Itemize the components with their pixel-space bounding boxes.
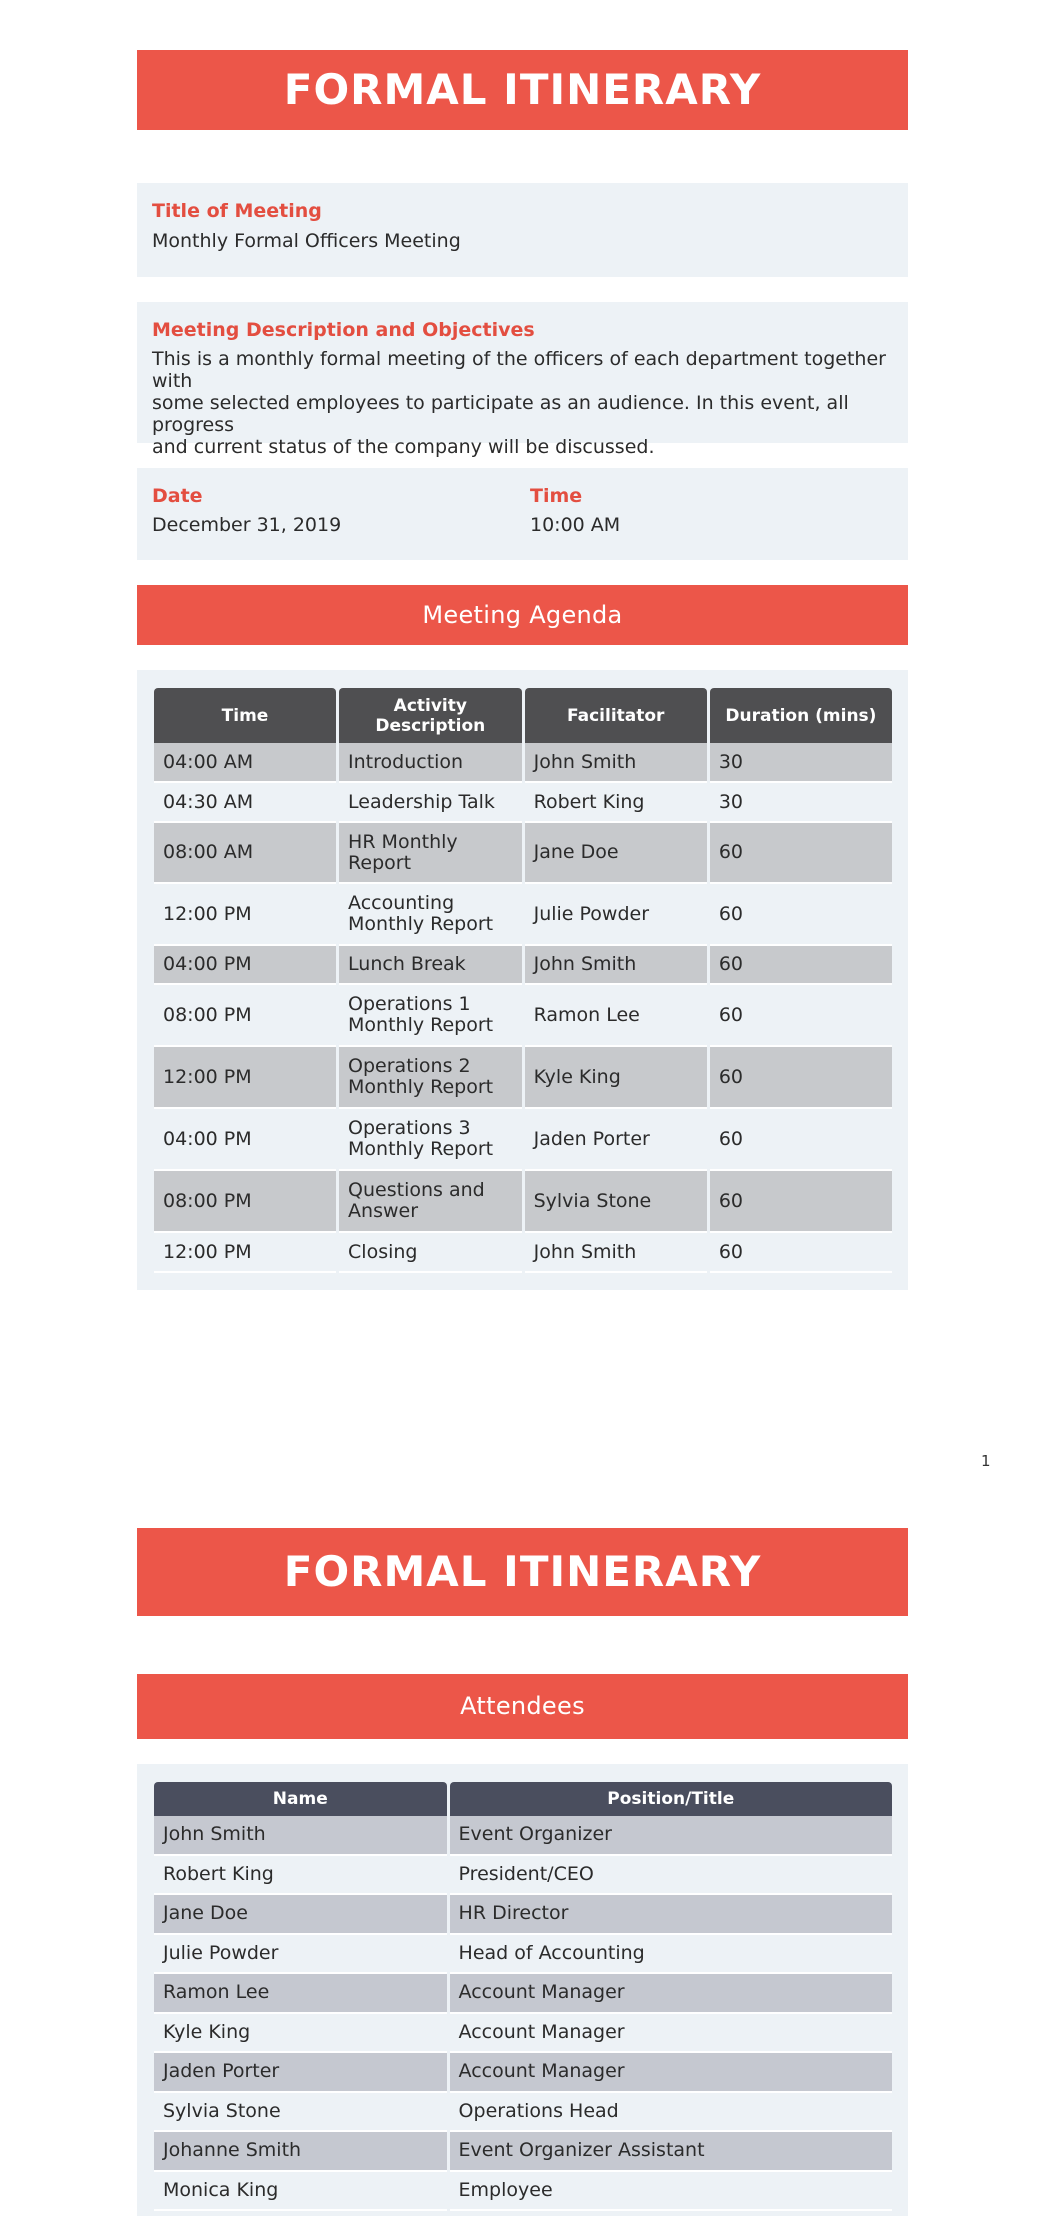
- agenda-cell-duration: 60: [710, 946, 892, 985]
- agenda-row: [154, 884, 892, 946]
- page-title: FORMAL ITINERARY: [137, 50, 908, 130]
- attendee-name: Ramon Lee: [154, 1974, 447, 2014]
- attendee-position: Account Manager: [450, 2053, 892, 2093]
- description-text: [152, 348, 902, 458]
- attendee-name: Johanne Smith: [154, 2132, 447, 2172]
- agenda-row: [154, 743, 892, 783]
- agenda-cell-time: 04:00 AM: [154, 743, 336, 783]
- attendee-position: Employee: [450, 2172, 892, 2212]
- date-value: December 31, 2019: [152, 514, 342, 536]
- attendee-name: John Smith: [154, 1816, 447, 1856]
- agenda-heading: Meeting Agenda: [137, 585, 908, 645]
- agenda-row: [154, 1109, 892, 1171]
- agenda-cell-activity: Introduction: [339, 743, 522, 783]
- page-title: FORMAL ITINERARY: [137, 1528, 908, 1616]
- meeting-title-section: [137, 183, 908, 277]
- agenda-cell-time: 04:00 PM: [154, 1109, 336, 1171]
- agenda-cell-activity: Accounting Monthly Report: [339, 884, 522, 946]
- agenda-header-activity: [339, 688, 522, 743]
- attendee-row: [154, 2132, 892, 2172]
- agenda-cell-facilitator: Jane Doe: [525, 823, 707, 884]
- agenda-row: [154, 1047, 892, 1109]
- attendee-position: Head of Accounting: [450, 1935, 892, 1975]
- attendee-row: [154, 2093, 892, 2133]
- date-label: Date: [152, 485, 203, 507]
- agenda-cell-facilitator: Sylvia Stone: [525, 1171, 707, 1233]
- agenda-cell-duration: 60: [710, 1233, 892, 1273]
- attendee-row: [154, 1935, 892, 1975]
- agenda-cell-facilitator: Kyle King: [525, 1047, 707, 1109]
- date-time-section: [137, 468, 908, 560]
- attendee-name: Monica King: [154, 2172, 447, 2212]
- attendee-row: [154, 2053, 892, 2093]
- agenda-cell-duration: 30: [710, 783, 892, 823]
- attendee-row: [154, 1816, 892, 1856]
- attendee-name: Sylvia Stone: [154, 2093, 447, 2133]
- agenda-cell-time: 04:00 PM: [154, 946, 336, 985]
- agenda-cell-duration: 60: [710, 1047, 892, 1109]
- description-line: This is a monthly formal meeting of the officers of each department together with: [152, 348, 886, 392]
- agenda-cell-facilitator: Ramon Lee: [525, 985, 707, 1047]
- attendee-row: [154, 1856, 892, 1896]
- meeting-title-label: Title of Meeting: [152, 200, 322, 222]
- meeting-description-section: [137, 302, 908, 458]
- attendees-heading: Attendees: [137, 1674, 908, 1739]
- attendee-position: HR Director: [450, 1895, 892, 1935]
- agenda-cell-facilitator: Jaden Porter: [525, 1109, 707, 1171]
- agenda-cell-time: 12:00 PM: [154, 1233, 336, 1273]
- time-value: 10:00 AM: [530, 514, 621, 536]
- agenda-cell-activity: Questions and Answer: [339, 1171, 522, 1233]
- agenda-cell-activity: Operations 2 Monthly Report: [339, 1047, 522, 1109]
- agenda-cell-duration: 60: [710, 823, 892, 884]
- agenda-cell-time: 12:00 PM: [154, 1047, 336, 1109]
- agenda-cell-activity: Operations 1 Monthly Report: [339, 985, 522, 1047]
- agenda-cell-duration: 60: [710, 985, 892, 1047]
- agenda-header-activity-word: Activity: [393, 695, 467, 716]
- agenda-row: [154, 823, 892, 884]
- agenda-cell-activity: Operations 3 Monthly Report: [339, 1109, 522, 1171]
- attendee-row: [154, 1895, 892, 1935]
- attendee-name: Robert King: [154, 1856, 447, 1896]
- agenda-cell-facilitator: John Smith: [525, 743, 707, 783]
- agenda-cell-facilitator: John Smith: [525, 946, 707, 985]
- attendee-name: Jaden Porter: [154, 2053, 447, 2093]
- agenda-row: [154, 1233, 892, 1273]
- attendee-position: Event Organizer Assistant: [450, 2132, 892, 2172]
- attendee-position: President/CEO: [450, 1856, 892, 1896]
- agenda-row: [154, 946, 892, 985]
- agenda-cell-duration: 60: [710, 1171, 892, 1233]
- agenda-cell-activity: Leadership Talk: [339, 783, 522, 823]
- attendee-position: Event Organizer: [450, 1816, 892, 1856]
- agenda-cell-activity: HR Monthly Report: [339, 823, 522, 884]
- agenda-header-activity-word: Description: [375, 715, 486, 736]
- description-label: Meeting Description and Objectives: [152, 319, 535, 341]
- attendee-position: Operations Head: [450, 2093, 892, 2133]
- agenda-cell-time: 04:30 AM: [154, 783, 336, 823]
- agenda-cell-time: 08:00 AM: [154, 823, 336, 884]
- agenda-cell-time: 08:00 PM: [154, 985, 336, 1047]
- agenda-cell-time: 08:00 PM: [154, 1171, 336, 1233]
- attendee-row: [154, 1974, 892, 2014]
- attendee-row: [154, 2172, 892, 2212]
- agenda-row: [154, 1171, 892, 1233]
- agenda-cell-duration: 30: [710, 743, 892, 783]
- attendee-name: Julie Powder: [154, 1935, 447, 1975]
- attendee-position: Account Manager: [450, 2014, 892, 2054]
- description-line: some selected employees to participate as an audience. In this event, all progress: [152, 392, 849, 436]
- agenda-cell-duration: 60: [710, 1109, 892, 1171]
- attendee-row: [154, 2014, 892, 2054]
- agenda-cell-activity: Lunch Break: [339, 946, 522, 985]
- agenda-row: [154, 985, 892, 1047]
- agenda-cell-time: 12:00 PM: [154, 884, 336, 946]
- attendees-table: [151, 1782, 895, 2211]
- agenda-header-time: Time: [154, 688, 336, 743]
- agenda-cell-activity: Closing: [339, 1233, 522, 1273]
- page-number: 1: [981, 1452, 991, 1470]
- agenda-cell-duration: 60: [710, 884, 892, 946]
- agenda-row: [154, 783, 892, 823]
- time-label: Time: [530, 485, 583, 507]
- meeting-title-value: Monthly Formal Officers Meeting: [152, 230, 461, 252]
- description-line: and current status of the company will be discussed.: [152, 436, 655, 458]
- agenda-table: [151, 688, 895, 1273]
- attendee-name: Kyle King: [154, 2014, 447, 2054]
- agenda-header-facilitator: Facilitator: [525, 688, 707, 743]
- attendee-name: Jane Doe: [154, 1895, 447, 1935]
- agenda-cell-facilitator: Julie Powder: [525, 884, 707, 946]
- agenda-cell-facilitator: Robert King: [525, 783, 707, 823]
- agenda-cell-facilitator: John Smith: [525, 1233, 707, 1273]
- attendees-header-position: Position/Title: [450, 1782, 892, 1816]
- attendee-position: Account Manager: [450, 1974, 892, 2014]
- attendees-header-name: Name: [154, 1782, 447, 1816]
- agenda-header-duration: Duration (mins): [710, 688, 892, 743]
